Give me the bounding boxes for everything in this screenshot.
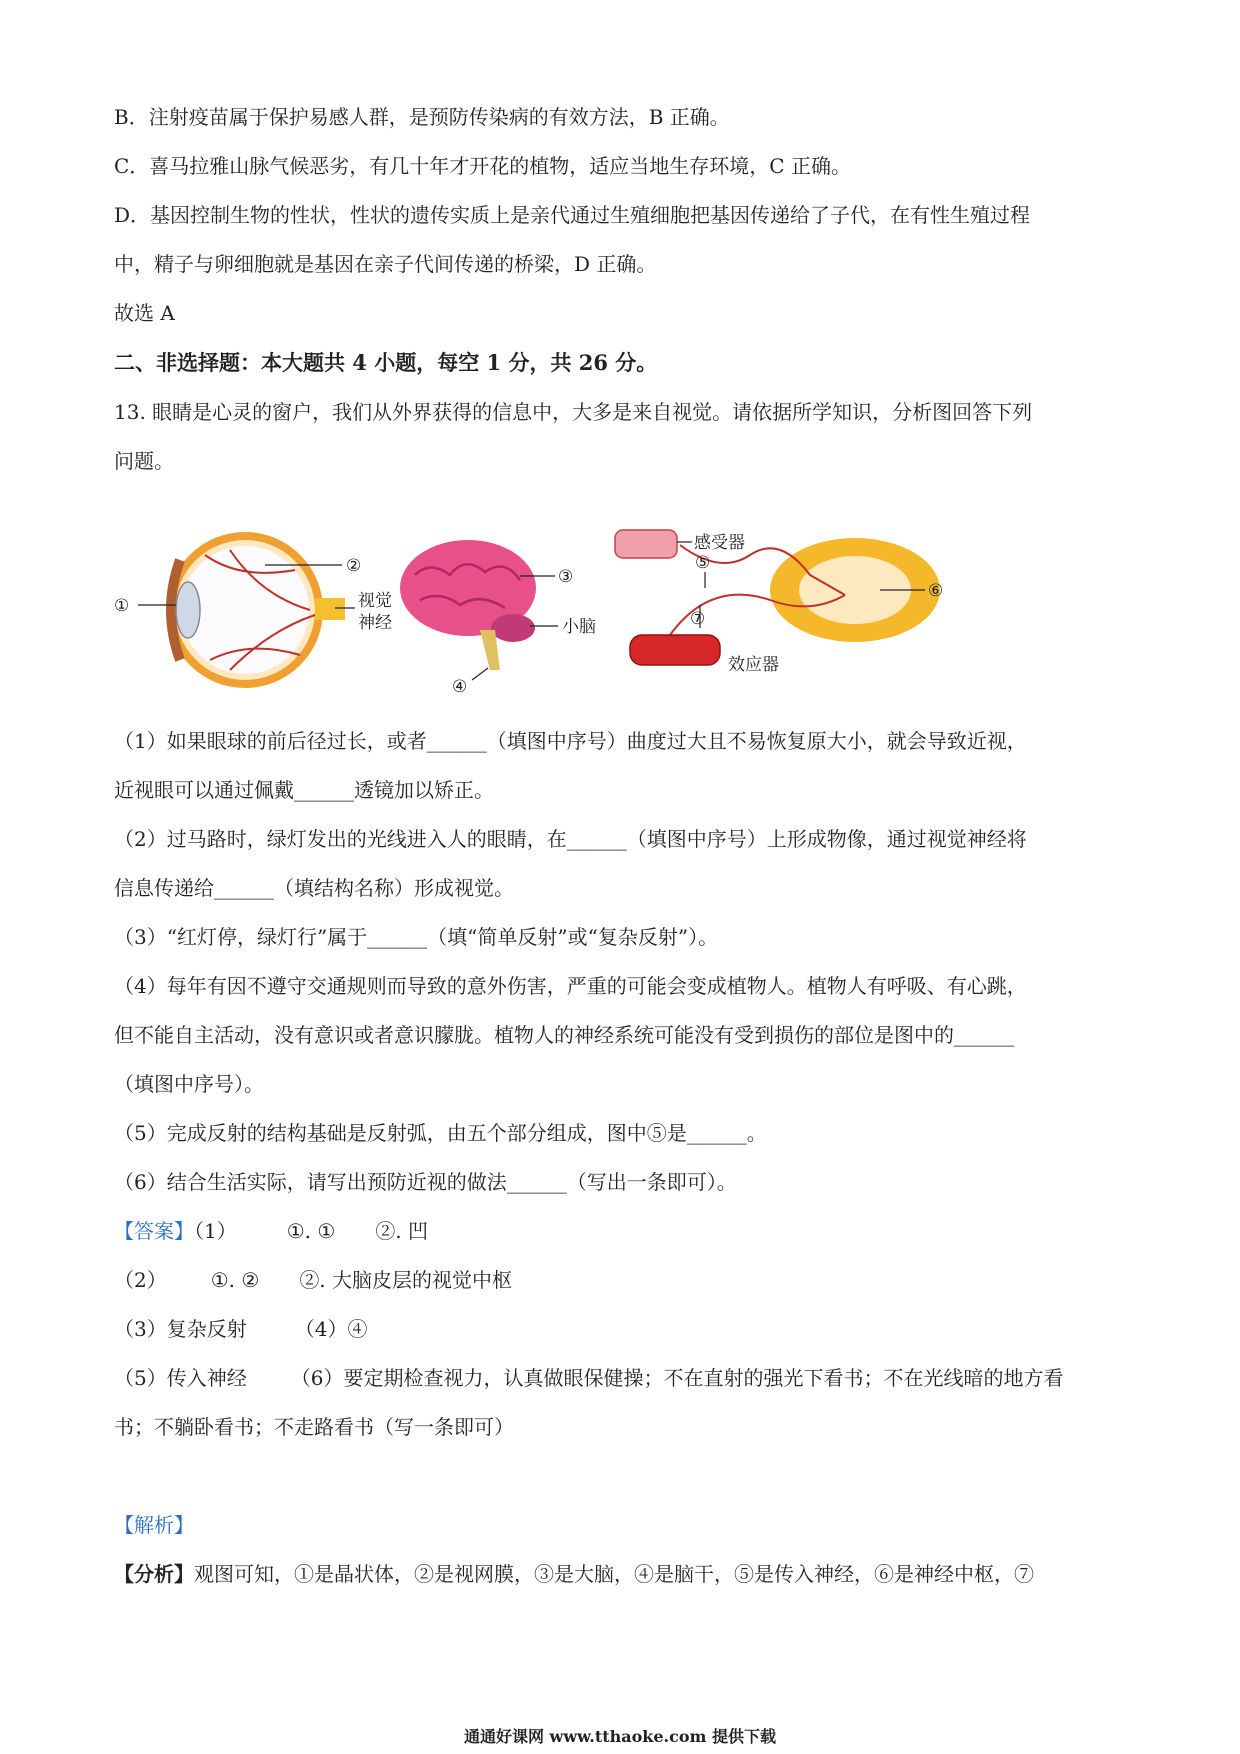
fenxi-text: 观图可知，①是晶状体，②是视网膜，③是大脑，④是脑干，⑤是传入神经，⑥是神经中枢，⑦ [194,1562,1034,1586]
sub-question-4-line3: （填图中序号）。 [114,1072,264,1096]
answer-1-prefix: （1） [194,1219,237,1243]
answer-line-3 [114,1316,367,1342]
answer-2-part2: ②. 大脑皮层的视觉中枢 [299,1268,513,1292]
label-2-retina: ② [346,556,362,576]
sub-question-3: （3）“红灯停，绿灯行”属于______（填“简单反射”或“复杂反射”）。 [114,925,719,949]
answer-4: （4）④ [294,1317,368,1341]
label-4-brainstem: ④ [452,677,468,695]
sub-question-4-line1: （4）每年有因不遵守交通规则而导致的意外伤害，严重的可能会变成植物人。植物人有呼吸、有心跳， [114,974,1027,998]
effector-label: 效应器 [728,655,779,675]
answer-1-part2: ②. 凹 [375,1219,429,1243]
sub-question-2-line2: 信息传递给______（填结构名称）形成视觉。 [114,876,514,900]
sub-question-6: （6）结合生活实际，请写出预防近视的做法______（写出一条即可）。 [114,1170,737,1194]
sub-question-1-line1: （1）如果眼球的前后径过长，或者______（填图中序号）曲度过大且不易恢复原大小，就会导致近视， [114,729,1027,753]
answer-line-1 [114,1218,428,1244]
question-13-stem-line1: 13. 眼睛是心灵的窗户，我们从外界获得的信息中，大多是来自视觉。请依据所学知识，分析图回答下列 [114,400,1033,424]
optic-nerve-label-line2: 神经 [358,613,392,633]
sub-question-2-line1: （2）过马路时，绿灯发出的光线进入人的眼睛，在______（填图中序号）上形成物像，通过视觉神经将 [114,827,1027,851]
choice-conclusion: 故选 A [114,301,175,325]
option-c-text: C．喜马拉雅山脉气候恶劣，有几十年才开花的植物，适应当地生存环境，C 正确。 [114,154,851,178]
optic-nerve-label-line1: 视觉 [358,591,392,611]
section-title: 二、非选择题：本大题共 4 小题，每空 1 分，共 26 分。 [114,350,658,375]
answer-1-part1: ①. ① [286,1219,336,1243]
sub-question-5: （5）完成反射的结构基础是反射弧，由五个部分组成，图中⑤是______。 [114,1121,767,1145]
answer-line-4 [114,1365,1063,1391]
answer-6-line2: 书；不躺卧看书；不走路看书（写一条即可） [114,1415,514,1439]
answer-2-part1: ①. ② [210,1268,260,1292]
cerebellum-label: 小脑 [562,617,596,637]
answer-line-2 [114,1267,512,1293]
sub-question-1-line2: 近视眼可以通过佩戴______透镜加以矫正。 [114,778,494,802]
option-d-text-line1: D．基因控制生物的性状，性状的遗传实质上是亲代通过生殖细胞把基因传递给了子代，在有性生殖过程 [114,203,1031,227]
question-figure [110,520,990,695]
option-b-text: B．注射疫苗属于保护易感人群，是预防传染病的有效方法，B 正确。 [114,105,730,129]
answer-3: （3）复杂反射 [114,1317,247,1341]
label-6-nerve-center: ⑥ [928,581,944,601]
brain-diagram [400,540,536,670]
label-1-crystalline-lens: ① [114,596,130,616]
option-d-text-line2: 中，精子与卵细胞就是基因在亲子代间传递的桥梁，D 正确。 [114,252,657,276]
answer-6-line1: （6）要定期检查视力，认真做眼保健操；不在直射的强光下看书；不在光线暗的地方看 [290,1366,1064,1390]
analysis-line-1 [114,1561,1034,1587]
label-7-efferent-nerve: ⑦ [690,609,706,629]
answer-tag: 【答案】 [114,1219,194,1243]
sub-question-4-line2: 但不能自主活动，没有意识或者意识朦胧。植物人的神经系统可能没有受到损伤的部位是图中的______ [114,1023,1014,1047]
fenxi-tag: 【分析】 [114,1562,194,1586]
page-footer: 通通好课网 www.tthaoke.com 提供下载 [463,1727,777,1746]
reflex-arc-diagram [615,530,940,665]
question-13-stem-line2: 问题。 [114,449,174,473]
eyeball-diagram [167,532,345,688]
analysis-tag: 【解析】 [114,1513,194,1537]
label-5-afferent-nerve: ⑤ [695,553,711,573]
receptor-label: 感受器 [694,533,745,553]
label-3-cerebrum: ③ [558,567,574,587]
answer-5: （5）传入神经 [114,1366,247,1390]
answer-2-prefix: （2） [114,1268,167,1292]
